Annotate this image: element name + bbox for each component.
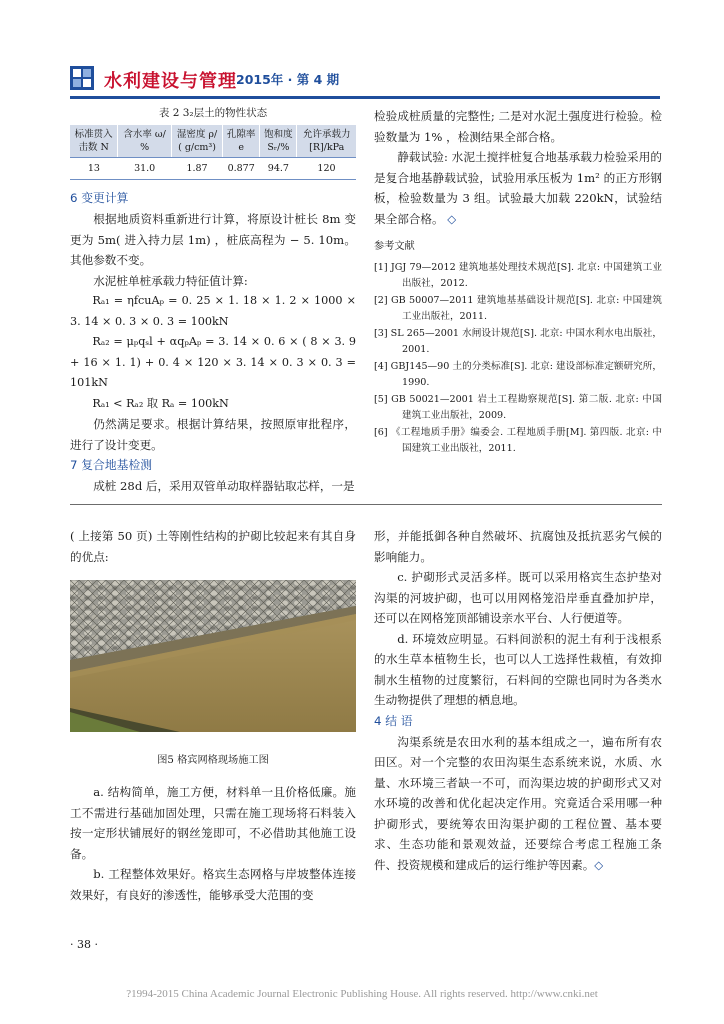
table-cell: 13 <box>70 158 118 180</box>
paragraph: b. 工程整体效果好。格宾生态网格与岸坡整体连接效果好，有良好的渗透性，能够承受大范围的变 <box>70 867 356 902</box>
journal-header <box>70 66 660 94</box>
table-caption: 表 2 3₂层土的物性状态 <box>158 107 268 119</box>
formula: Rₐ₂ = μₚqₛl + αqₚAₚ = 3. 14 × 0. 6 × ( 8 × 3. 9 + 16 × 1. 1) + 0. 4 × 120 × 3. 14 × 0. 3 × 0. 3 = 101kN <box>70 335 356 389</box>
reference-item: [5] GB 50021—2001 岩土工程勘察规范[S]. 第二版. 北京: 中国建筑工业出版社，2009. <box>374 393 662 421</box>
paragraph: 根据地质资料重新进行计算，将原设计桩长 8m 变更为 5m( 进入持力层 1m) ，桩底高程为 − 5. 10m。其他参数不变。 <box>70 212 356 267</box>
paragraph: d. 环境效应明显。石料间淤积的泥土有利于浅根系的水生草本植物生长，也可以人工选择性栽植，有效抑制水生植物的过度繁衍，石料间的空隙也同时为各类水生动物提供了理想的栖息地。 <box>374 631 662 707</box>
paragraph: ( 上接第 50 页) 土等刚性结构的护砌比较起来有其自身的优点: <box>70 529 356 564</box>
left-column-lower-top <box>70 526 356 567</box>
right-column-lower <box>374 526 662 875</box>
right-column-upper <box>374 106 662 458</box>
paragraph: 成桩 28d 后，采用双管单动取样器钻取芯样，一是 <box>93 479 355 493</box>
table-header-cell: 湿密度 ρ/ ( g/cm³) <box>171 125 222 158</box>
table-header-cell: 标准贯入 击数 N <box>70 125 118 158</box>
table-header-cell: 饱和度 Sᵣ/% <box>260 125 297 158</box>
table-row <box>70 158 356 180</box>
table-cell: 0.877 <box>223 158 260 180</box>
paragraph: 形，并能抵御各种自然破坏、抗腐蚀及抵抗恶劣气候的影响能力。 <box>374 529 662 564</box>
formula: Rₐ₁ < Rₐ₂ 取 Rₐ = 100kN <box>92 396 229 410</box>
reference-item: [6] 《工程地质手册》编委会. 工程地质手册[M]. 第四版. 北京: 中国建筑工业出版社，2011. <box>374 426 662 454</box>
soil-property-table <box>70 125 356 180</box>
article-divider <box>70 504 662 505</box>
paragraph: 水泥桩单桩承载力特征值计算: <box>93 273 248 288</box>
table-cell: 31.0 <box>118 158 172 180</box>
paragraph: c. 护砌形式灵活多样。既可以采用格宾生态护垫对沟渠的河坡护砌，也可以用网格笼沿岸垂直叠加护岸，还可以在网格笼顶部铺设亲水平台、人行便道等。 <box>374 570 662 625</box>
reference-item: [3] SL 265—2001 水闸设计规范[S]. 北京: 中国水利水电出版社，2001. <box>374 327 662 355</box>
copyright-footer: ?1994-2015 China Academic Journal Electronic Publishing House. All rights reserved. http://www.cnki.net <box>126 988 598 1000</box>
paragraph: 静载试验: 水泥土搅拌桩复合地基承载力检验采用的是复合地基静载试验，试验用承压板为 1m² 的正方形钢板，检验数量为 3 组。试验最大加载 220kN，试验结果全部合格。 ◇ <box>374 150 662 226</box>
page-number: · 38 · <box>70 938 98 951</box>
section-4-title: 4 结 语 <box>374 713 413 728</box>
table-header-row <box>70 125 356 158</box>
formula: Rₐ₁ = ηfcuAₚ = 0. 25 × 1. 18 × 1. 2 × 1000 × 3. 14 × 0. 3 × 0. 3 = 100kN <box>70 294 356 328</box>
reference-item: [1] JGJ 79—2012 建筑地基处理技术规范[S]. 北京: 中国建筑工业出版社，2012. <box>374 261 662 289</box>
table-cell: 94.7 <box>260 158 297 180</box>
reference-item: [2] GB 50007—2011 建筑地基基础设计规范[S]. 北京: 中国建筑工业出版社，2011. <box>374 294 662 322</box>
left-column-lower-bottom <box>70 782 356 905</box>
paragraph: 检验成桩质量的完整性; 二是对水泥土强度进行检验。检验数量为 1% ，检测结果全部合格。 <box>374 109 662 144</box>
journal-logo-icon <box>70 66 94 90</box>
journal-name: 水利建设与管理 <box>104 71 237 92</box>
references-title: 参考文献 <box>374 241 415 252</box>
figure-caption: 图5 格宾网格现场施工图 <box>157 755 269 766</box>
journal-issue: 2015年 · 第 4 期 <box>236 72 340 87</box>
section-6-title: 6 变更计算 <box>70 191 129 205</box>
table-header-cell: 含水率 ω/ % <box>118 125 172 158</box>
header-rule <box>70 96 660 99</box>
paragraph: 仍然满足要求。根据计算结果，按照原审批程序，进行了设计变更。 <box>70 417 356 452</box>
paragraph: a. 结构简单，施工方便，材料单一且价格低廉。施工不需进行基础加固处理，只需在施工现场将石料装入按一定形状铺展好的钢丝笼即可，不必借助其他施工设备。 <box>70 785 356 861</box>
table-header-cell: 孔隙率 e <box>223 125 260 158</box>
table-cell: 1.87 <box>171 158 222 180</box>
left-column-upper <box>70 106 356 497</box>
end-mark-icon: ◇ <box>594 857 604 872</box>
section-7-title: 7 复合地基检测 <box>70 458 153 472</box>
end-mark-icon: ◇ <box>447 211 457 226</box>
table-header-cell: 允许承载力 [R]/kPa <box>297 125 356 158</box>
table-cell: 120 <box>297 158 356 180</box>
paragraph: 沟渠系统是农田水利的基本组成之一，遍布所有农田区。对一个完整的农田沟渠生态系统来说，水质、水量、水环境三者缺一不可，而沟渠边坡的护砌形式又对水环境的改善和优化起决定作用。究竟适合采用哪一种护砌形式，要统筹农田沟渠护砌的工程位置、基本要求、生态功能和景观效益，还要综合考虑工程施工条件、投资规模和建成后的运行维护等因素。◇ <box>374 734 662 872</box>
gabion-construction-photo <box>70 580 356 732</box>
reference-item: [4] GBJ145—90 土的分类标准[S]. 北京: 建设部标准定额研究所，1990. <box>374 360 662 388</box>
